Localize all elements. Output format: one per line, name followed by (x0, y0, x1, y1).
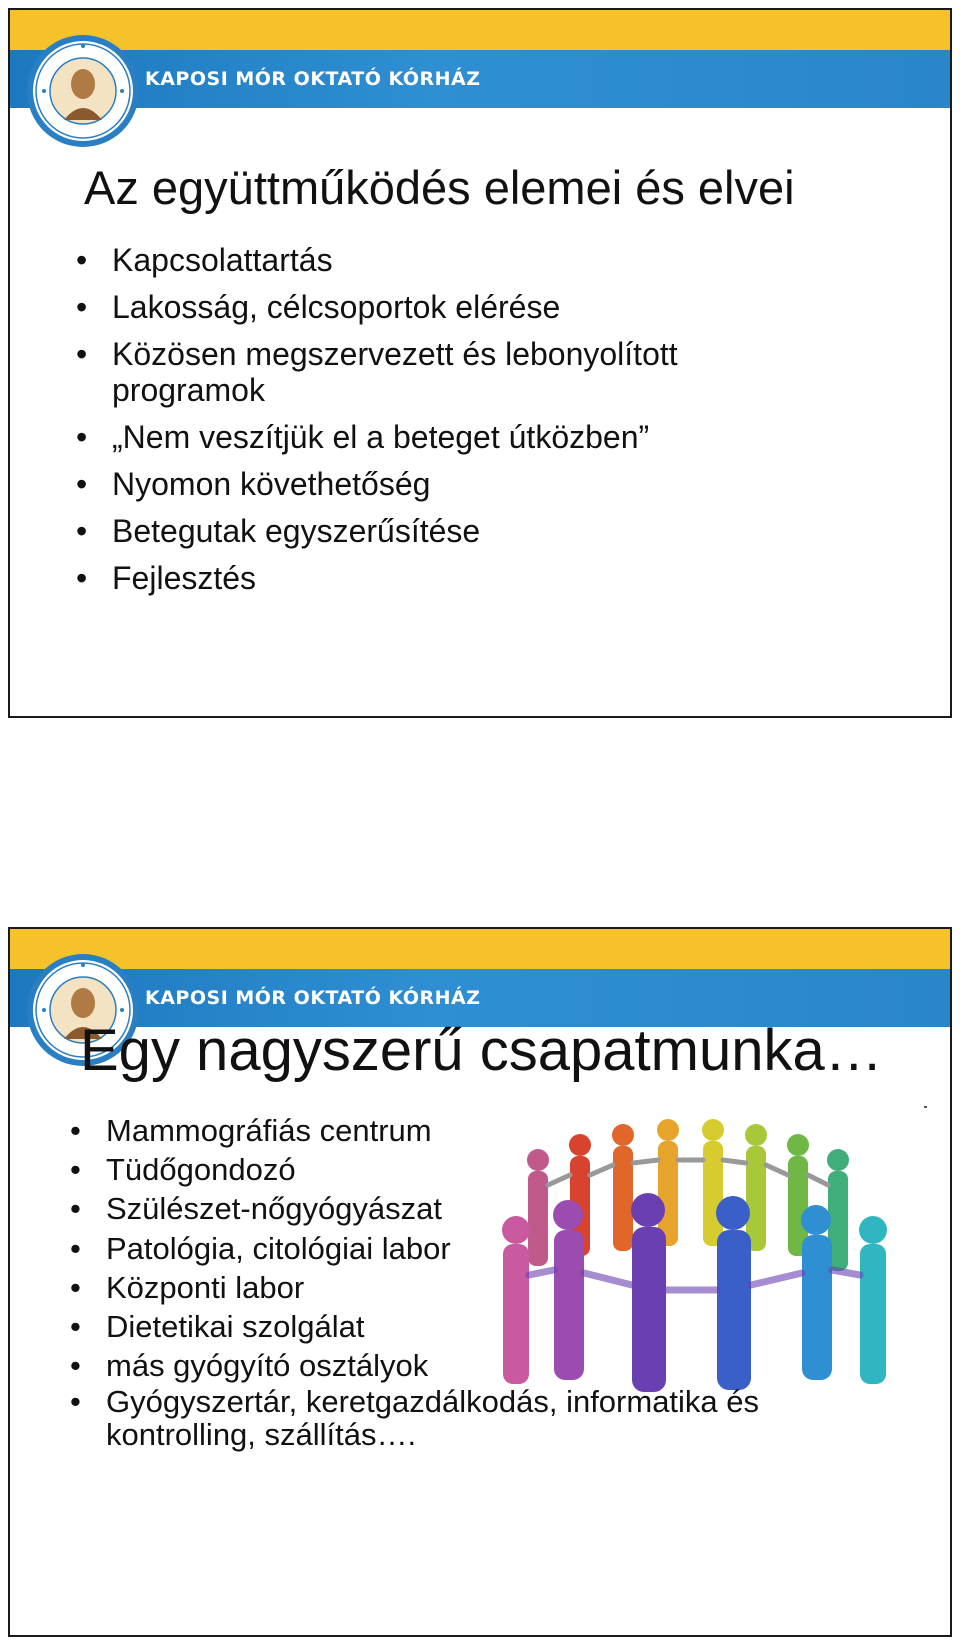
slide-2 (8, 927, 952, 1637)
slide-title: Egy nagyszerű csapatmunka… (80, 1018, 883, 1083)
bullet-list (70, 1112, 900, 1453)
list-item: • Fejlesztés (76, 560, 896, 597)
header-yellow-band (10, 10, 950, 50)
slide-header (10, 10, 950, 140)
list-item: • Közösen megszervezett és lebonyolított programok (76, 336, 756, 410)
list-item: • Lakosság, célcsoportok elérése (76, 289, 896, 326)
list-item: • más gyógyító osztályok (70, 1347, 900, 1384)
hospital-name: KAPOSI MÓR OKTATÓ KÓRHÁZ (145, 987, 481, 1009)
list-item: • Szülészet-nőgyógyászat (70, 1190, 900, 1227)
list-item: • Tüdőgondozó (70, 1151, 900, 1188)
list-item: • Nyomon követhetőség (76, 466, 896, 503)
corner-mark (924, 1106, 927, 1108)
hospital-name: KAPOSI MÓR OKTATÓ KÓRHÁZ (145, 68, 481, 90)
list-item: • Dietetikai szolgálat (70, 1308, 900, 1345)
list-item: • „Nem veszítjük el a beteget útközben” (76, 419, 896, 456)
list-item: • Mammográfiás centrum (70, 1112, 900, 1149)
bullet-list (76, 242, 896, 606)
slide-title: Az együttműködés elemei és elvei (84, 161, 795, 214)
slide-1 (8, 8, 952, 718)
header-yellow-band (10, 929, 950, 969)
list-item: • Kapcsolattartás (76, 242, 896, 279)
hospital-seal-icon (24, 32, 142, 150)
list-item: • Központi labor (70, 1269, 900, 1306)
list-item: • Patológia, citológiai labor (70, 1230, 900, 1267)
list-item: • Gyógyszertár, keretgazdálkodás, informatika és kontrolling, szállítás…. (70, 1386, 860, 1451)
list-item: • Betegutak egyszerűsítése (76, 513, 896, 550)
